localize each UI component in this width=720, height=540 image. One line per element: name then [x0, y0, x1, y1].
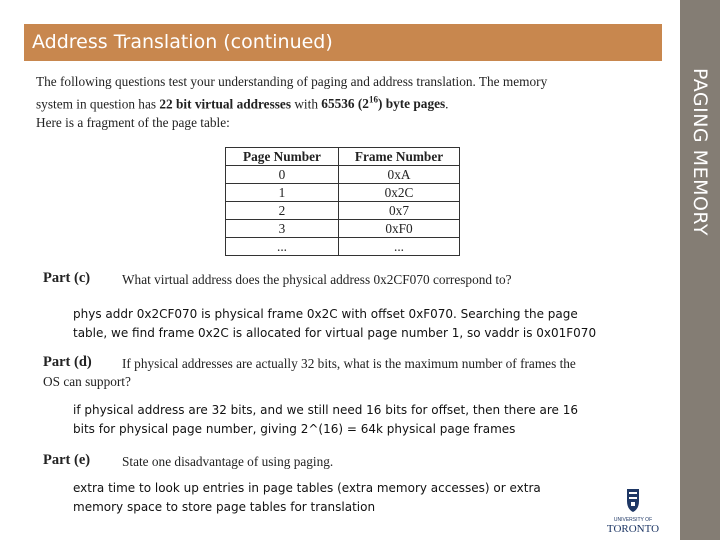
university-logo — [602, 487, 664, 535]
table-cell: 2 — [226, 202, 339, 220]
table-cell: 0x2C — [339, 184, 460, 202]
table-cell: 0xF0 — [339, 220, 460, 238]
page-table-header-row — [226, 148, 460, 166]
table-cell: 0xA — [339, 166, 460, 184]
answer-line: memory space to store page tables for translation — [73, 500, 376, 514]
intro-bold-virtual: 22 bit virtual addresses — [159, 96, 291, 112]
logo-line-1: UNIVERSITY OF — [613, 517, 653, 523]
part-d-question: If physical addresses are actually 32 bits, what is the maximum number of frames the — [122, 356, 576, 371]
intro-bold-size-a: 65536 (2 — [321, 96, 369, 112]
slide-title: Address Translation (continued) — [32, 31, 333, 53]
side-label: PAGING MEMORY — [689, 67, 711, 237]
intro-text — [36, 73, 660, 113]
answer-line: table, we find frame 0x2C is allocated for virtual page number 1, so vaddr is 0x01F070 — [73, 326, 597, 340]
page-table — [225, 147, 460, 256]
table-cell: 3 — [226, 220, 339, 238]
answer-line: phys addr 0x2CF070 is physical frame 0x2C with offset 0xF070. Searching the page — [73, 307, 578, 321]
table-row — [226, 238, 460, 256]
intro-bold-size-b: ) byte pages — [377, 96, 446, 112]
intro-line-1: The following questions test your understanding of paging and address translation. The memory — [36, 74, 548, 89]
part-c-answer — [73, 305, 596, 343]
table-cell: 0x7 — [339, 202, 460, 220]
part-e-answer — [73, 479, 541, 517]
intro-line-2 — [36, 91, 660, 113]
part-e-label: Part (e) — [43, 452, 91, 468]
intro-exponent: 16 — [368, 95, 378, 105]
table-cell: 0 — [226, 166, 339, 184]
part-c-question: What virtual address does the physical address 0x2CF070 correspond to? — [122, 272, 512, 287]
fragment-text: Here is a fragment of the page table: — [36, 115, 230, 130]
answer-line: extra time to look up entries in page tables (extra memory accesses) or extra — [73, 481, 541, 495]
table-row — [226, 166, 460, 184]
table-row — [226, 184, 460, 202]
header-page-number: Page Number — [226, 148, 339, 166]
table-row — [226, 220, 460, 238]
title-bar — [24, 24, 662, 61]
intro-line-2-pre: system in question has — [36, 96, 160, 112]
table-cell: ... — [339, 238, 460, 256]
intro-line-2-mid: with — [291, 96, 322, 112]
part-d-answer — [73, 401, 578, 439]
table-cell: ... — [226, 238, 339, 256]
part-d-label: Part (d) — [43, 354, 92, 370]
part-c-label: Part (c) — [43, 270, 91, 286]
answer-line: bits for physical page number, giving 2^(16) = 64k physical page frames — [73, 422, 516, 436]
header-frame-number: Frame Number — [339, 148, 460, 166]
intro-line-2-post: . — [445, 96, 449, 112]
table-cell: 1 — [226, 184, 339, 202]
crest-icon — [602, 487, 664, 535]
part-e-question: State one disadvantage of using paging. — [122, 454, 334, 469]
part-d-question-cont: OS can support? — [43, 374, 131, 389]
table-row — [226, 202, 460, 220]
answer-line: if physical address are 32 bits, and we still need 16 bits for offset, then there are 16 — [73, 403, 579, 417]
intro-bold-size — [321, 96, 445, 111]
logo-line-2: TORONTO — [606, 523, 660, 535]
